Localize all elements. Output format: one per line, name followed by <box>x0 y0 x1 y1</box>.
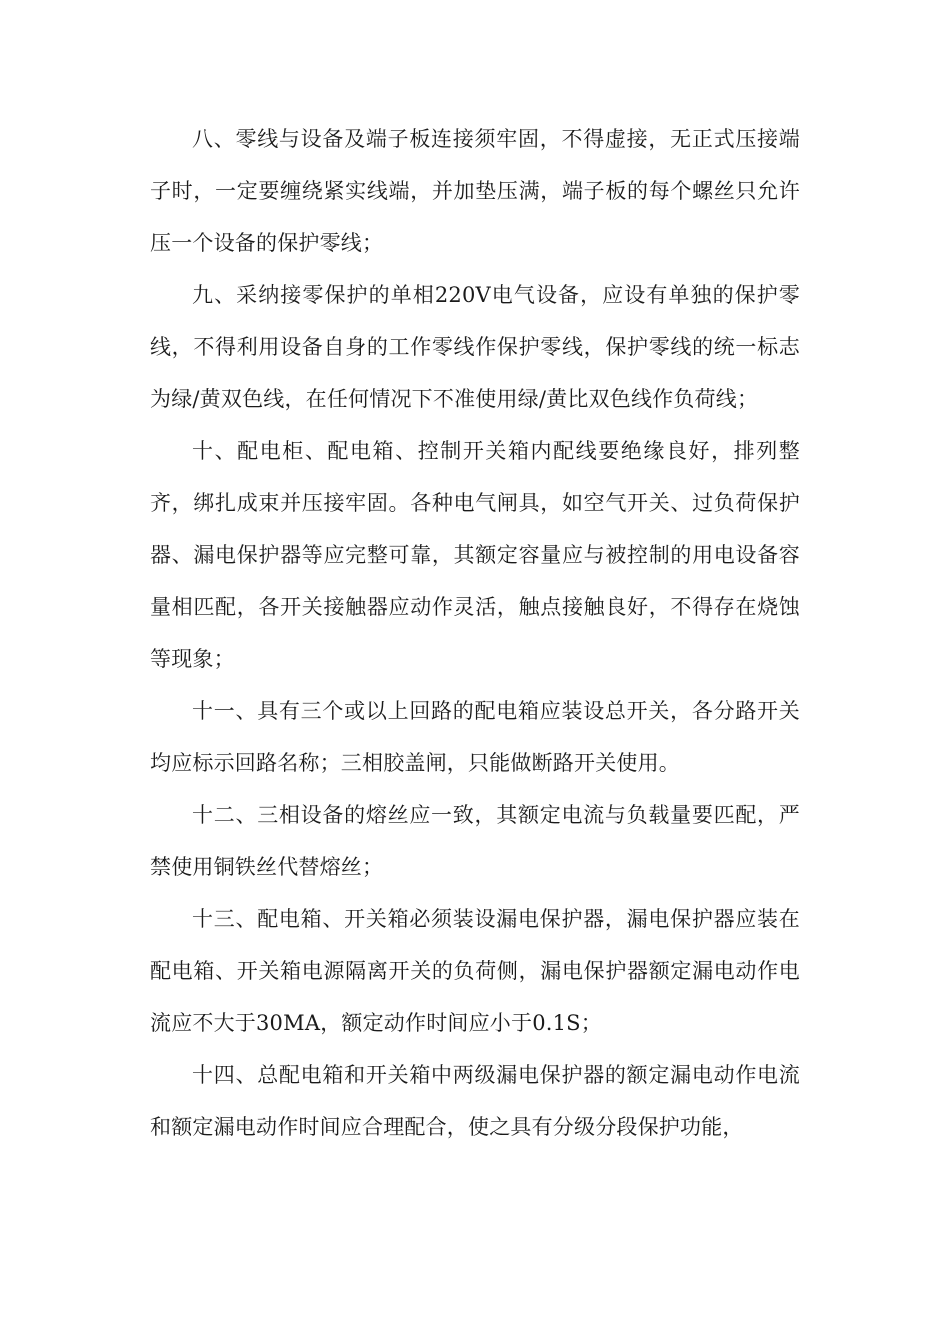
paragraph-9: 九、采纳接零保护的单相220V电气设备，应设有单独的保护零线，不得利用设备自身的工作零线作保护零线，保护零线的统一标志为绿/黄双色线，在任何情况下不准使用绿/黄比双色线作负荷线； <box>150 283 800 411</box>
paragraph-13: 十三、配电箱、开关箱必须装设漏电保护器，漏电保护器应装在配电箱、开关箱电源隔离开关的负荷侧，漏电保护器额定漏电动作电流应不大于30MA，额定动作时间应小于0.1S； <box>150 907 800 1035</box>
paragraph-11: 十一、具有三个或以上回路的配电箱应装设总开关，各分路开关均应标示回路名称；三相胶盖闸，只能做断路开关使用。 <box>150 699 800 775</box>
paragraph-12: 十二、三相设备的熔丝应一致，其额定电流与负载量要匹配，严禁使用铜铁丝代替熔丝； <box>150 803 800 879</box>
paragraph-10: 十、配电柜、配电箱、控制开关箱内配线要绝缘良好，排列整齐，绑扎成束并压接牢固。各种电气闸具，如空气开关、过负荷保护器、漏电保护器等应完整可靠，其额定容量应与被控制的用电设备容量相匹配，各开关接触器应动作灵活，触点接触良好，不得存在烧蚀等现象； <box>150 439 800 671</box>
paragraph-8: 八、零线与设备及端子板连接须牢固，不得虚接，无正式压接端子时，一定要缠绕紧实线端，并加垫压满，端子板的每个螺丝只允许压一个设备的保护零线； <box>150 127 800 255</box>
document-body <box>150 113 800 1153</box>
paragraph-14: 十四、总配电箱和开关箱中两级漏电保护器的额定漏电动作电流和额定漏电动作时间应合理配合，使之具有分级分段保护功能， <box>150 1063 800 1139</box>
